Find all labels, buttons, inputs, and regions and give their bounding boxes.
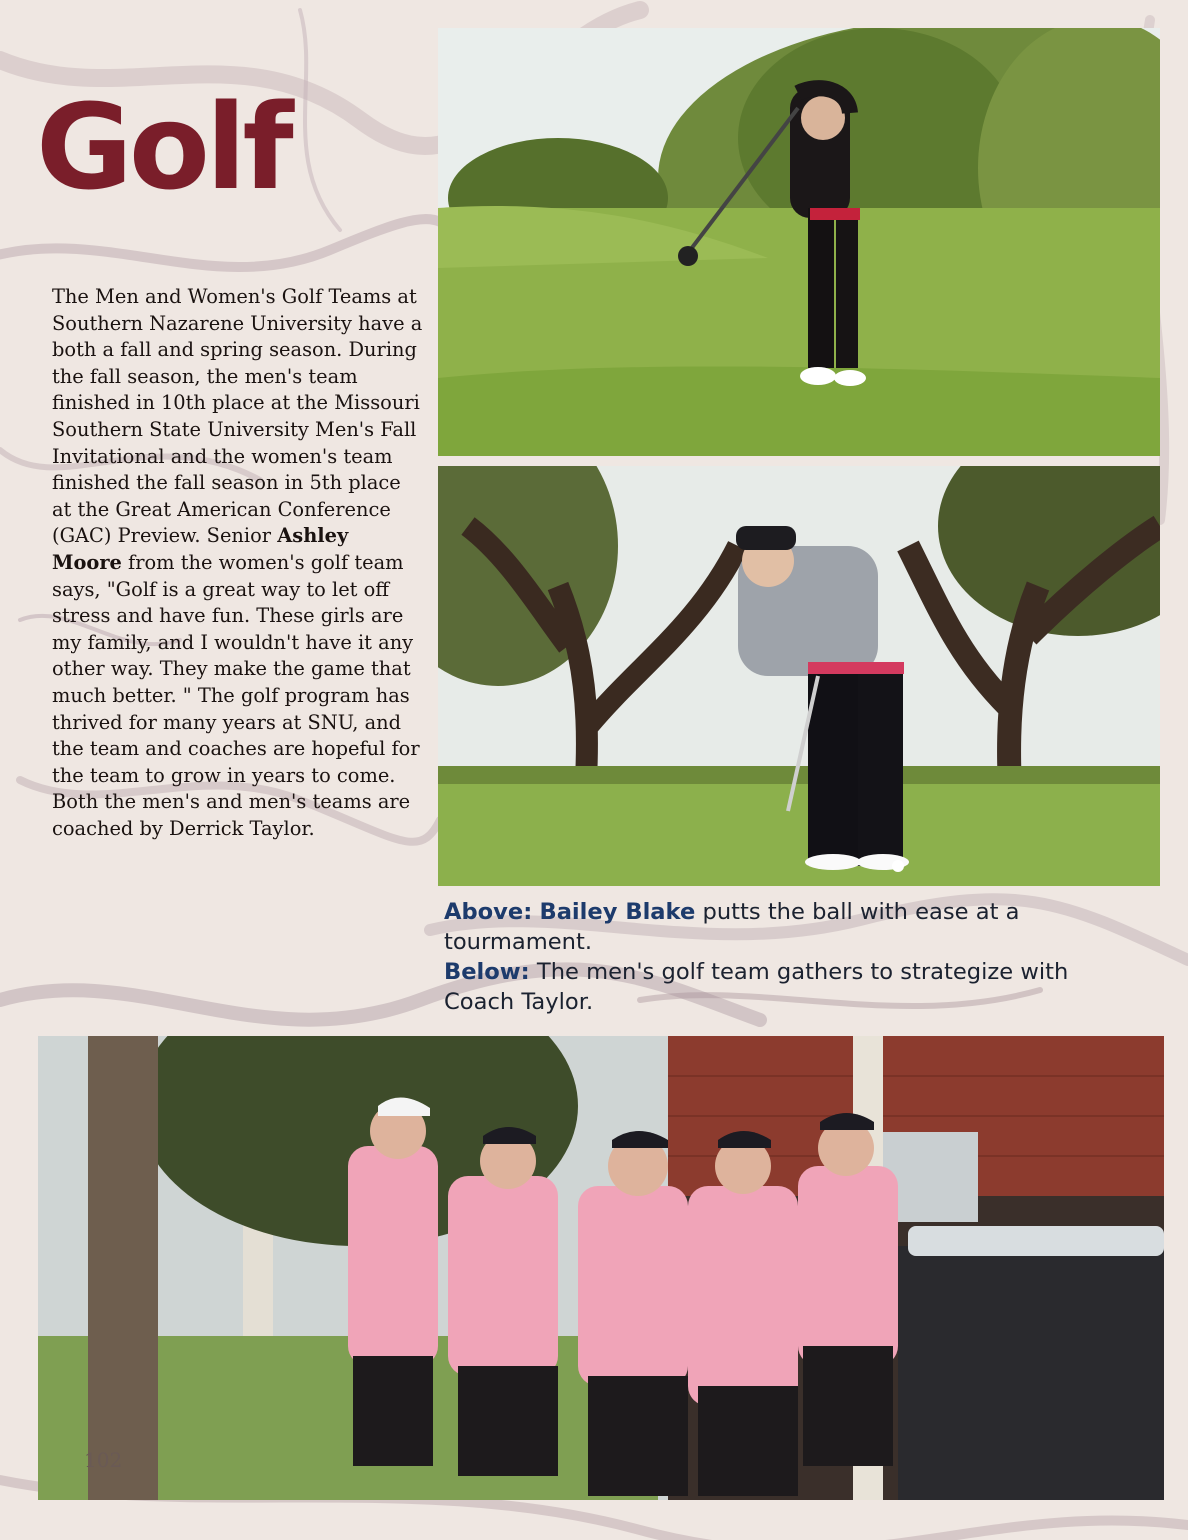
article-text-before: The Men and Women's Golf Teams at Southern Nazarene University have a both a fall and spring season. During the fall season, the men's team finished in 10th place at the Missouri Southern State University Men's Fall Invitational and the women's team finished the fall season in 5th place at the Great American Conference (GAC) Preview. Senior (52, 285, 423, 548)
caption-above (444, 897, 1134, 957)
caption-above-name: Bailey Blake (539, 899, 696, 925)
caption-above-text: putts the ball with ease at a tourmament. (444, 899, 1020, 955)
article-text-after: from the women's golf team says, "Golf is a great way to let off stress and have fun. These girls are my family, and I wouldn't have it any other way. They make the game that much better. " The golf program has thrived for many years at SNU, and the team and coaches are hopeful for the team to grow in years to come. Both the men's and men's teams are coached by Derrick Taylor. (52, 550, 420, 840)
golfer-swing-photo (438, 28, 1160, 456)
golfer-putting-photo (438, 466, 1160, 886)
photo-captions (444, 897, 1134, 1017)
caption-below-text: The men's golf team gathers to strategize with Coach Taylor. (444, 959, 1069, 1015)
team-huddle-photo (38, 1036, 1164, 1500)
article-body (52, 284, 424, 842)
caption-above-lead: Above: (444, 899, 533, 925)
highlight-name: Ashley Moore (52, 524, 349, 574)
caption-below (444, 957, 1134, 1017)
caption-below-lead: Below: (444, 959, 530, 985)
page-number: 102 (84, 1448, 123, 1472)
page-title: Golf (36, 78, 290, 216)
